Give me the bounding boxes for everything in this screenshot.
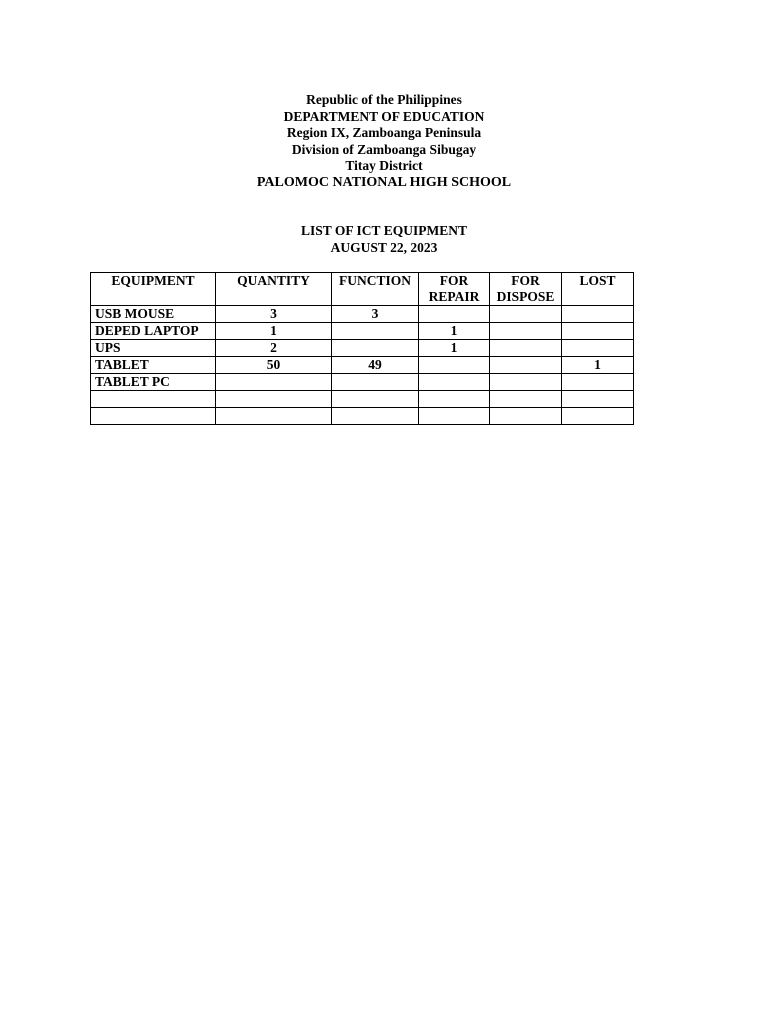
cell-for-dispose xyxy=(490,323,562,340)
cell-for-dispose xyxy=(490,408,562,425)
header-for-repair-line2: REPAIR xyxy=(428,289,480,304)
cell-for-repair xyxy=(419,357,490,374)
letterhead-division: Division of Zamboanga Sibugay xyxy=(291,141,477,157)
document-title: LIST OF ICT EQUIPMENT xyxy=(301,223,467,238)
header-for-repair-line1: FOR xyxy=(439,273,469,288)
cell-lost: 1 xyxy=(562,357,634,374)
table-header-row xyxy=(91,273,634,306)
header-function: FUNCTION xyxy=(332,273,419,306)
cell-lost xyxy=(562,323,634,340)
letterhead-department: DEPARTMENT OF EDUCATION xyxy=(283,108,485,124)
header-lost: LOST xyxy=(562,273,634,306)
cell-function xyxy=(332,374,419,391)
header-for-dispose xyxy=(490,273,562,306)
cell-function: 3 xyxy=(332,306,419,323)
table-row xyxy=(91,408,634,425)
cell-lost xyxy=(562,374,634,391)
table-row xyxy=(91,357,634,374)
cell-for-repair xyxy=(419,374,490,391)
letterhead-school: PALOMOC NATIONAL HIGH SCHOOL xyxy=(256,174,512,190)
cell-for-repair: 1 xyxy=(419,340,490,357)
cell-quantity: 50 xyxy=(216,357,332,374)
cell-function xyxy=(332,391,419,408)
cell-equipment xyxy=(91,391,216,408)
header-for-dispose-line1: FOR xyxy=(511,273,540,288)
table-row xyxy=(91,391,634,408)
cell-for-dispose xyxy=(490,357,562,374)
cell-function: 49 xyxy=(332,357,419,374)
letterhead-country: Republic of the Philippines xyxy=(306,92,462,107)
cell-function xyxy=(332,408,419,425)
letterhead-region: Region IX, Zamboanga Peninsula xyxy=(286,125,482,140)
header-quantity: QUANTITY xyxy=(216,273,332,306)
cell-for-dispose xyxy=(490,340,562,357)
letterhead xyxy=(0,92,768,191)
document-date: AUGUST 22, 2023 xyxy=(330,239,438,255)
equipment-table xyxy=(90,272,634,425)
cell-quantity xyxy=(216,408,332,425)
cell-equipment: USB MOUSE xyxy=(91,306,216,323)
cell-for-dispose xyxy=(490,306,562,323)
cell-function xyxy=(332,340,419,357)
cell-equipment: UPS xyxy=(91,340,216,357)
cell-for-repair xyxy=(419,391,490,408)
cell-equipment: TABLET PC xyxy=(91,374,216,391)
cell-lost xyxy=(562,408,634,425)
cell-equipment xyxy=(91,408,216,425)
cell-equipment: DEPED LAPTOP xyxy=(91,323,216,340)
header-equipment: EQUIPMENT xyxy=(91,273,216,306)
cell-for-dispose xyxy=(490,391,562,408)
cell-quantity xyxy=(216,391,332,408)
cell-equipment: TABLET xyxy=(91,357,216,374)
cell-quantity: 3 xyxy=(216,306,332,323)
cell-function xyxy=(332,323,419,340)
letterhead-district: Titay District xyxy=(345,158,423,173)
cell-quantity: 1 xyxy=(216,323,332,340)
cell-lost xyxy=(562,340,634,357)
cell-quantity xyxy=(216,374,332,391)
table-row xyxy=(91,323,634,340)
table-row xyxy=(91,306,634,323)
table-row xyxy=(91,340,634,357)
header-for-dispose-line2: DISPOSE xyxy=(496,289,555,304)
table-row xyxy=(91,374,634,391)
cell-for-repair xyxy=(419,408,490,425)
cell-for-dispose xyxy=(490,374,562,391)
cell-lost xyxy=(562,391,634,408)
document-title-block xyxy=(0,223,768,256)
cell-lost xyxy=(562,306,634,323)
cell-for-repair: 1 xyxy=(419,323,490,340)
cell-quantity: 2 xyxy=(216,340,332,357)
header-for-repair xyxy=(419,273,490,306)
cell-for-repair xyxy=(419,306,490,323)
